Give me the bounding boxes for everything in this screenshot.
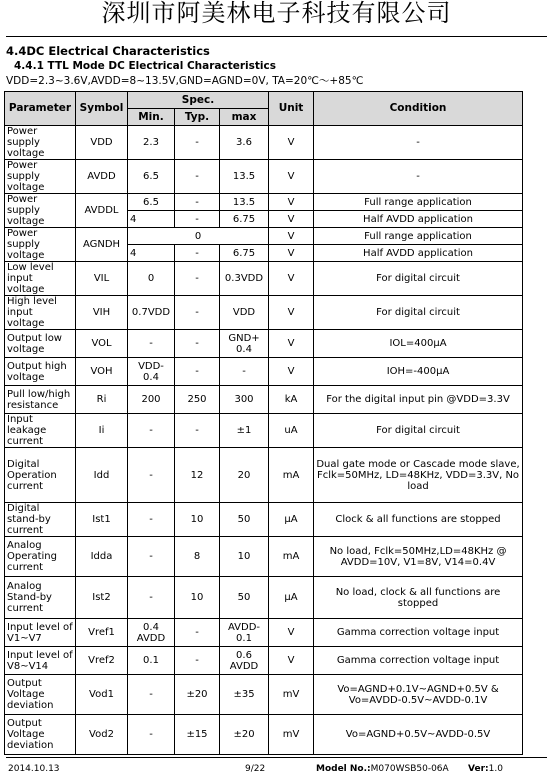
unit-cell: mA <box>269 448 314 503</box>
param-cell: Input leakage current <box>5 414 76 448</box>
max-cell: ±20 <box>220 715 269 755</box>
unit-cell: mA <box>269 537 314 577</box>
param-cell: Output high voltage <box>5 358 76 386</box>
typ-cell: 10 <box>175 577 220 619</box>
unit-cell: V <box>269 330 314 358</box>
typ-cell: - <box>175 330 220 358</box>
section-title: 4.4DC Electrical Characteristics <box>6 44 210 58</box>
max-cell: 0.6 AVDD <box>220 647 269 675</box>
typ-cell: ±20 <box>175 675 220 715</box>
footer-date: 2014.10.13 <box>8 764 60 774</box>
symbol-cell: Ist1 <box>76 503 128 537</box>
table-row <box>5 448 523 503</box>
condition-cell: For digital circuit <box>314 262 523 296</box>
typ-cell: - <box>175 414 220 448</box>
param-cell: Digital stand-by current <box>5 503 76 537</box>
max-cell: 50 <box>220 577 269 619</box>
max-cell: 6.75 <box>220 211 269 228</box>
unit-cell: mV <box>269 715 314 755</box>
unit-cell: mV <box>269 675 314 715</box>
condition-cell: Dual gate mode or Cascade mode slave, Fclk=50MHz, LD=48KHz, VDD=3.3V, No load <box>314 448 523 503</box>
table-row <box>5 386 523 414</box>
unit-cell: μA <box>269 503 314 537</box>
symbol-cell: AGNDH <box>76 228 128 262</box>
typ-cell: 250 <box>175 386 220 414</box>
max-cell: AVDD- 0.1 <box>220 619 269 647</box>
min-cell: - <box>128 448 175 503</box>
unit-cell: V <box>269 126 314 160</box>
condition-cell: Vo=AGND+0.1V~AGND+0.5V & Vo=AVDD-0.5V~AVDD-0.1V <box>314 675 523 715</box>
unit-cell: uA <box>269 414 314 448</box>
param-cell: Analog Stand-by current <box>5 577 76 619</box>
min-cell: 0.7VDD <box>128 296 175 330</box>
param-cell: Analog Operating current <box>5 537 76 577</box>
min-cell: 6.5 <box>128 160 175 194</box>
table-row <box>5 228 523 245</box>
table-row <box>5 160 523 194</box>
min-cell: 4 <box>128 211 175 228</box>
unit-cell: V <box>269 228 314 245</box>
condition-cell: For digital circuit <box>314 296 523 330</box>
param-cell: Digital Operation current <box>5 448 76 503</box>
symbol-cell: Vod2 <box>76 715 128 755</box>
symbol-cell: VOH <box>76 358 128 386</box>
min-cell: - <box>128 715 175 755</box>
min-cell: - <box>128 330 175 358</box>
min-cell: - <box>128 577 175 619</box>
table-row <box>5 194 523 211</box>
unit-cell: V <box>269 358 314 386</box>
symbol-cell: Ist2 <box>76 577 128 619</box>
min-cell: 0.1 <box>128 647 175 675</box>
unit-cell: V <box>269 647 314 675</box>
max-cell: 0.3VDD <box>220 262 269 296</box>
min-cell: 6.5 <box>128 194 175 211</box>
footer-divider <box>6 757 547 758</box>
table-row <box>5 358 523 386</box>
min-cell: 0 <box>128 262 175 296</box>
max-cell: 13.5 <box>220 194 269 211</box>
param-cell: Output Voltage deviation <box>5 675 76 715</box>
min-cell: 4 <box>128 245 175 262</box>
typ-cell: - <box>175 262 220 296</box>
symbol-cell: VDD <box>76 126 128 160</box>
param-cell: Power supply voltage <box>5 228 76 262</box>
typ-cell: 10 <box>175 503 220 537</box>
symbol-cell: Ri <box>76 386 128 414</box>
condition-cell: - <box>314 126 523 160</box>
test-conditions: VDD=2.3~3.6V,AVDD=8~13.5V,GND=AGND=0V, TA=20℃～+85℃ <box>6 75 364 87</box>
table-row <box>5 414 523 448</box>
header-spec: Spec. <box>128 92 269 109</box>
header-min: Min. <box>128 109 175 126</box>
typ-cell: - <box>175 245 220 262</box>
unit-cell: V <box>269 211 314 228</box>
max-cell: 10 <box>220 537 269 577</box>
max-cell: ±35 <box>220 675 269 715</box>
company-name: 深圳市阿美林电子科技有限公司 <box>101 0 452 27</box>
unit-cell: V <box>269 296 314 330</box>
typ-cell: - <box>175 296 220 330</box>
table-row <box>5 675 523 715</box>
table-row <box>5 619 523 647</box>
condition-cell: No load, clock & all functions are stopped <box>314 577 523 619</box>
symbol-cell: Idda <box>76 537 128 577</box>
symbol-cell: AVDDL <box>76 194 128 228</box>
table-row <box>5 715 523 755</box>
max-cell: ±1 <box>220 414 269 448</box>
param-cell: High level input voltage <box>5 296 76 330</box>
min-cell: 2.3 <box>128 126 175 160</box>
condition-cell: IOH=-400μA <box>314 358 523 386</box>
condition-cell: No load, Fclk=50MHz,LD=48KHz @ AVDD=10V, V1=8V, V14=0.4V <box>314 537 523 577</box>
symbol-cell: VIL <box>76 262 128 296</box>
param-cell: Power supply voltage <box>5 194 76 228</box>
version-number: 1.0 <box>488 764 503 774</box>
max-cell: 20 <box>220 448 269 503</box>
symbol-cell: Ii <box>76 414 128 448</box>
symbol-cell: Vref2 <box>76 647 128 675</box>
table-row <box>5 262 523 296</box>
min-cell: - <box>128 503 175 537</box>
typ-cell: - <box>175 160 220 194</box>
condition-cell: Full range application <box>314 194 523 211</box>
subsection-title: 4.4.1 TTL Mode DC Electrical Characteristics <box>14 60 276 72</box>
typ-cell: - <box>175 358 220 386</box>
footer-version <box>468 764 503 775</box>
param-cell: Output low voltage <box>5 330 76 358</box>
max-cell: 6.75 <box>220 245 269 262</box>
param-cell: Power supply voltage <box>5 126 76 160</box>
table-row <box>5 330 523 358</box>
max-cell: 3.6 <box>220 126 269 160</box>
min-cell: - <box>128 537 175 577</box>
param-cell: Input level of V1~V7 <box>5 619 76 647</box>
min-cell: VDD- 0.4 <box>128 358 175 386</box>
max-cell: - <box>220 358 269 386</box>
unit-cell: V <box>269 194 314 211</box>
header-parameter: Parameter <box>5 92 76 126</box>
header-typ: Typ. <box>175 109 220 126</box>
param-cell: Pull low/high resistance <box>5 386 76 414</box>
max-cell: VDD <box>220 296 269 330</box>
model-label: Model No.: <box>316 764 371 774</box>
unit-cell: V <box>269 160 314 194</box>
dc-characteristics-table <box>4 91 523 755</box>
table-row <box>5 537 523 577</box>
model-number: M070WSB50-06A <box>370 764 449 774</box>
max-cell: 13.5 <box>220 160 269 194</box>
condition-cell: IOL=400μA <box>314 330 523 358</box>
header-symbol: Symbol <box>76 92 128 126</box>
symbol-cell: Vref1 <box>76 619 128 647</box>
condition-cell: Full range application <box>314 228 523 245</box>
condition-cell: - <box>314 160 523 194</box>
param-cell: Low level input voltage <box>5 262 76 296</box>
symbol-cell: AVDD <box>76 160 128 194</box>
table-row <box>5 126 523 160</box>
unit-cell: V <box>269 245 314 262</box>
typ-cell: ±15 <box>175 715 220 755</box>
unit-cell: V <box>269 262 314 296</box>
typ-cell: - <box>175 647 220 675</box>
min-cell: 200 <box>128 386 175 414</box>
condition-cell: For digital circuit <box>314 414 523 448</box>
header-unit: Unit <box>269 92 314 126</box>
unit-cell: V <box>269 619 314 647</box>
symbol-cell: Vod1 <box>76 675 128 715</box>
unit-cell: μA <box>269 577 314 619</box>
header-divider <box>6 36 547 37</box>
typ-cell: - <box>175 194 220 211</box>
typ-cell: - <box>175 211 220 228</box>
param-cell: Output Voltage deviation <box>5 715 76 755</box>
min-cell: 0.4 AVDD <box>128 619 175 647</box>
table-row <box>5 647 523 675</box>
condition-cell: Gamma correction voltage input <box>314 619 523 647</box>
typ-cell: 8 <box>175 537 220 577</box>
unit-cell: kA <box>269 386 314 414</box>
table-row <box>5 296 523 330</box>
condition-cell: Half AVDD application <box>314 245 523 262</box>
spec-merged-cell: 0 <box>128 228 269 245</box>
table-row <box>5 577 523 619</box>
version-label: Ver: <box>468 764 489 774</box>
min-cell: - <box>128 414 175 448</box>
condition-cell: Clock & all functions are stopped <box>314 503 523 537</box>
max-cell: 300 <box>220 386 269 414</box>
max-cell: 50 <box>220 503 269 537</box>
max-cell: GND+ 0.4 <box>220 330 269 358</box>
header-max: max <box>220 109 269 126</box>
footer-model <box>316 764 449 775</box>
typ-cell: - <box>175 126 220 160</box>
table-row <box>5 503 523 537</box>
symbol-cell: VIH <box>76 296 128 330</box>
condition-cell: Half AVDD application <box>314 211 523 228</box>
param-cell: Power supply voltage <box>5 160 76 194</box>
param-cell: Input level of V8~V14 <box>5 647 76 675</box>
symbol-cell: Idd <box>76 448 128 503</box>
header-condition: Condition <box>314 92 523 126</box>
typ-cell: 12 <box>175 448 220 503</box>
condition-cell: Gamma correction voltage input <box>314 647 523 675</box>
condition-cell: For the digital input pin @VDD=3.3V <box>314 386 523 414</box>
symbol-cell: VOL <box>76 330 128 358</box>
footer-page-number: 9/22 <box>245 764 266 774</box>
min-cell: - <box>128 675 175 715</box>
condition-cell: Vo=AGND+0.5V~AVDD-0.5V <box>314 715 523 755</box>
typ-cell: - <box>175 619 220 647</box>
